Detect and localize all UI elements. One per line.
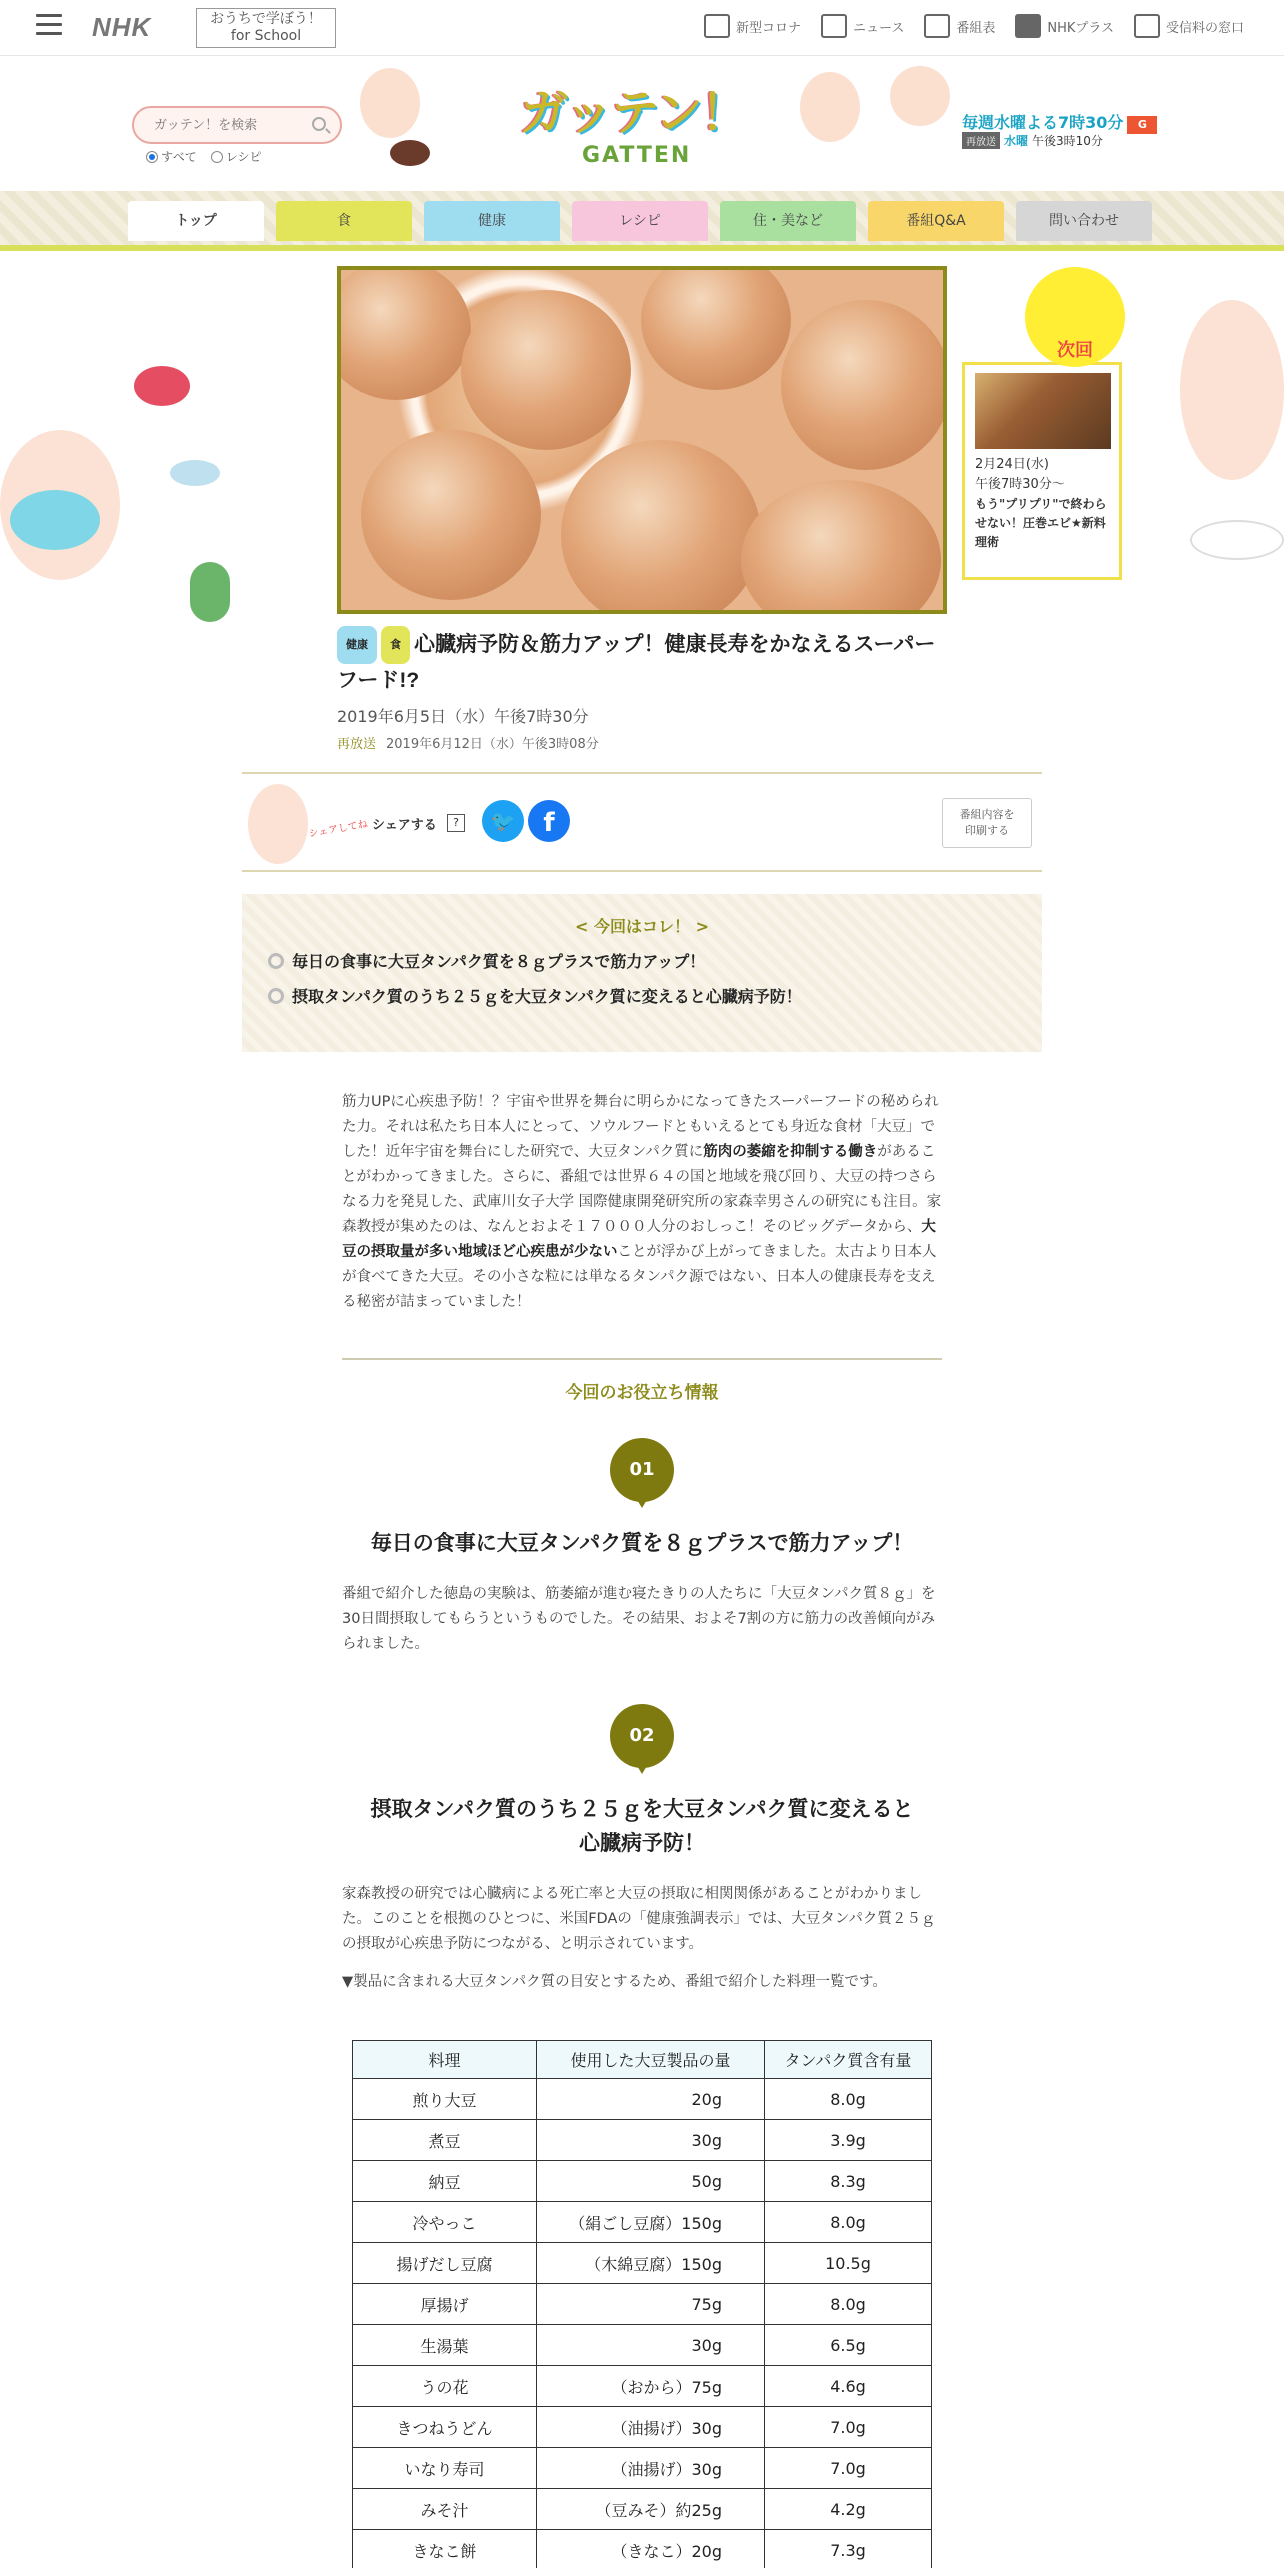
intro-text-3: ことが浮かび上がってきました。太古より日本人が食べてきた大豆。その小さな粒には単なるタンパク源ではない、日本人の健康長寿を支える秘密が詰まっていました！ (342, 1244, 937, 1310)
radio-dot-icon (146, 151, 158, 163)
school-line1: おうちで学ぼう！ (210, 11, 322, 27)
nav-nhkplus-label: NHKプラス (1047, 20, 1114, 36)
article-header (337, 626, 947, 752)
table-cell: （きなこ）20g (537, 2530, 765, 2568)
table-cell: （絹ごし豆腐）150g (537, 2202, 765, 2243)
next-episode-card[interactable] (962, 340, 1122, 580)
logo-jp: ガッテン！ (520, 85, 747, 141)
highlight-text: 毎日の食事に大豆タンパク質を８ｇプラスで筋力アップ！ (292, 952, 706, 971)
article-title-line (337, 626, 947, 698)
table-cell: （豆みそ）約25g (537, 2489, 765, 2530)
table-row (353, 2407, 932, 2448)
nav-schedule[interactable] (924, 14, 995, 38)
highlight-text: 摂取タンパク質のうち２５ｇを大豆タンパク質に変えると心臓病予防！ (292, 987, 802, 1006)
intro-bold-2: 大豆の摂取量が多い地域ほど心疾患が少ない (342, 1219, 936, 1260)
share-character-illustration (248, 784, 308, 864)
tab-contact[interactable]: 問い合わせ (1016, 201, 1152, 241)
search-scope (146, 148, 261, 165)
hero-soybean-image (337, 266, 947, 614)
radio-dot-icon (211, 151, 223, 163)
character-illustration-2 (800, 72, 860, 142)
table-cell: 揚げだし豆腐 (353, 2243, 537, 2284)
nhk-logo[interactable]: NHK (92, 12, 152, 42)
table-cell: 4.6g (765, 2366, 932, 2407)
section-text-02: 家森教授の研究では心臓病による死亡率と大豆の摂取に相関関係があることがわかりました。このことを根拠のひとつに、米国FDAの「健康強調表示」では、大豆タンパク質２５ｇの摂取が心疾患予防につながる、と明示されています。 (342, 1886, 936, 1952)
next-badge: 次回 (1025, 267, 1125, 367)
nav-reception[interactable] (1134, 14, 1244, 38)
table-cell: 8.0g (765, 2202, 932, 2243)
section-note-02: ▼製品に含まれる大豆タンパク質の目安とするため、番組で紹介した料理一覧です。 (342, 1974, 887, 1990)
table-header: 料理 (353, 2041, 537, 2079)
tab-living[interactable]: 住・美など (720, 201, 856, 241)
rebroadcast-day: 水曜 (1004, 134, 1029, 148)
egg-illustration (1190, 520, 1284, 560)
table-cell: （おから）75g (537, 2366, 765, 2407)
section-number-01: 01 (610, 1438, 674, 1502)
share-label: シェアする (372, 818, 437, 833)
section-heading-02-line2: 心臓病予防！ (579, 1831, 705, 1855)
tab-health[interactable]: 健康 (424, 201, 560, 241)
nav-covid[interactable] (704, 14, 801, 38)
highlights-heading: < 今回はコレ！ > (575, 917, 709, 936)
table-header: タンパク質含有量 (765, 2041, 932, 2079)
nav-nhkplus[interactable] (1015, 14, 1114, 38)
highlight-item[interactable] (268, 984, 1042, 1007)
rebroadcast-tag: 再放送 (962, 132, 1000, 149)
table-cell: 納豆 (353, 2161, 537, 2202)
radio-recipe[interactable] (211, 148, 262, 165)
character-illustration-right (1180, 300, 1284, 480)
badge-health[interactable]: 健康 (337, 626, 377, 664)
table-header-row (353, 2041, 932, 2079)
facebook-share-button[interactable] (528, 800, 570, 842)
table-cell: 厚揚げ (353, 2284, 537, 2325)
search-input[interactable] (154, 108, 314, 142)
bullet-circle-icon (268, 953, 284, 969)
table-cell: 生湯葉 (353, 2325, 537, 2366)
table-cell: 煮豆 (353, 2120, 537, 2161)
intro-bold-1: 筋肉の萎縮を抑制する働き (703, 1144, 878, 1160)
divider (342, 1358, 942, 1360)
table-row (353, 2079, 932, 2120)
eye-illustration (170, 460, 220, 486)
tab-recipe[interactable]: レシピ (572, 201, 708, 241)
useful-info-heading: 今回のお役立ち情報 (565, 1383, 719, 1403)
tab-food[interactable]: 食 (276, 201, 412, 241)
left-decoration (0, 300, 260, 660)
rebroadcast-time: 午後3時10分 (1032, 134, 1103, 148)
table-cell: みそ汁 (353, 2489, 537, 2530)
rebroadcast-date: 2019年6月12日（水）午後3時08分 (386, 737, 599, 752)
share-bar (242, 772, 1042, 872)
newspaper-icon (821, 14, 847, 38)
top-nav (704, 14, 1244, 38)
rebroadcast-schedule (962, 132, 1103, 149)
table-cell: 10.5g (765, 2243, 932, 2284)
soy-protein-table (352, 2040, 932, 2568)
radio-all-label: すべて (161, 150, 197, 164)
table-cell: うの花 (353, 2366, 537, 2407)
character-illustration (360, 68, 420, 138)
broadcast-date: 2019年6月5日（水）午後7時30分 (337, 707, 589, 726)
search-icon[interactable] (312, 117, 326, 131)
table-cell: 30g (537, 2120, 765, 2161)
intro-paragraph (342, 1090, 942, 1315)
schedule-text: 毎週水曜よる7時30分 (962, 113, 1124, 132)
table-row (353, 2530, 932, 2568)
rebroadcast-info (337, 733, 947, 752)
table-cell: きなこ餅 (353, 2530, 537, 2568)
next-time: 午後7時30分〜 (975, 477, 1065, 492)
for-school-link[interactable] (196, 8, 336, 48)
table-header: 使用した大豆製品の量 (537, 2041, 765, 2079)
radio-all[interactable] (146, 148, 197, 165)
nav-covid-label: 新型コロナ (735, 20, 801, 36)
schedule (962, 110, 1157, 134)
table-body (353, 2079, 932, 2568)
nav-news-label: ニュース (852, 20, 905, 36)
share-caption: シェアしてね (307, 818, 369, 841)
highlight-item[interactable] (268, 949, 1042, 972)
section-text-01: 番組で紹介した徳島の実験は、筋萎縮が進む寝たきりの人たちに「大豆タンパク質８ｇ」を30日間摂取してもらうというものでした。その結果、およそ7割の方に筋力の改善傾向がみられました。 (342, 1586, 936, 1652)
table-cell: いなり寿司 (353, 2448, 537, 2489)
print-label-1: 番組内容を (959, 808, 1015, 821)
nhkplus-icon (1015, 14, 1041, 38)
channel-g-badge: G (1127, 116, 1157, 134)
tab-top[interactable]: トップ (128, 201, 264, 241)
section-heading-02-line1: 摂取タンパク質のうち２５ｇを大豆タンパク質に変えると (370, 1797, 914, 1821)
nav-reception-label: 受信料の窓口 (1165, 20, 1244, 36)
table-row (353, 2448, 932, 2489)
table-cell: 75g (537, 2284, 765, 2325)
section-heading-02 (342, 1792, 942, 1860)
badge-food[interactable]: 食 (381, 626, 410, 664)
rebroadcast-label: 再放送 (337, 737, 377, 752)
next-title: もう"プリプリ"で終わらせない！圧巻エビ★新料理術 (975, 497, 1107, 549)
intro-text-2: があることがわかってきました。さらに、番組では世界６４の国と地域を飛び回り、大豆の持つさらなる力を発見した、武庫川女子大学 国際健康開発研究所の家森幸男さんの研究にも注目。家森教授が集めたのは、なんとおよそ１７０００人分のおしっこ！そのビッグデータから、 (342, 1144, 942, 1235)
table-cell: 4.2g (765, 2489, 932, 2530)
menu-icon[interactable] (36, 14, 62, 36)
article-title: 心臓病予防＆筋力アップ！健康長寿をかなえるスーパーフード!? (337, 633, 936, 692)
table-row (353, 2489, 932, 2530)
table-row (353, 2284, 932, 2325)
table-cell: （木綿豆腐）150g (537, 2243, 765, 2284)
logo-en: GATTEN (582, 143, 692, 168)
search-box (132, 106, 342, 144)
nav-schedule-label: 番組表 (956, 20, 996, 36)
table-cell: 20g (537, 2079, 765, 2120)
reception-icon (1134, 14, 1160, 38)
facebook-icon: f (543, 808, 555, 838)
table-cell: きつねうどん (353, 2407, 537, 2448)
table-cell: 7.0g (765, 2407, 932, 2448)
twitter-icon: 🐦 (490, 809, 516, 833)
highlights-box (242, 894, 1042, 1052)
table-cell: 煎り大豆 (353, 2079, 537, 2120)
gatten-logo[interactable] (520, 74, 760, 174)
table-cell: （油揚げ）30g (537, 2448, 765, 2489)
table-cell: 8.0g (765, 2284, 932, 2325)
table-row (353, 2202, 932, 2243)
table-cell: 50g (537, 2161, 765, 2202)
share-help-button[interactable]: ? (447, 814, 465, 832)
nav-news[interactable] (821, 14, 904, 38)
grid-icon (924, 14, 950, 38)
intro-text-1: 筋力UPに心疾患予防！？宇宙や世界を舞台に明らかになってきたスーパーフードの秘められた力。それは私たち日本人にとって、ソウルフードともいえるとても身近な食材「大豆」でした！近年宇宙を舞台にした研究で、大豆タンパク質に (342, 1094, 939, 1160)
next-thumbnail (975, 373, 1111, 449)
top-bar (0, 0, 1284, 56)
palm-tree-illustration (190, 562, 230, 622)
section-heading-01: 毎日の食事に大豆タンパク質を８ｇプラスで筋力アップ！ (370, 1531, 914, 1555)
category-tabs (0, 191, 1284, 251)
table-cell: 8.0g (765, 2079, 932, 2120)
twitter-share-button[interactable] (482, 800, 524, 842)
radio-recipe-label: レシピ (225, 150, 262, 164)
hair-illustration (10, 490, 100, 550)
table-row (353, 2120, 932, 2161)
table-row (353, 2325, 932, 2366)
school-line2: for School (230, 28, 302, 44)
table-cell: 7.3g (765, 2530, 932, 2568)
table-cell: 3.9g (765, 2120, 932, 2161)
section-number-02: 02 (610, 1704, 674, 1768)
bowl-illustration (390, 140, 430, 166)
table-cell: 6.5g (765, 2325, 932, 2366)
table-cell: 冷やっこ (353, 2202, 537, 2243)
table-row (353, 2161, 932, 2202)
print-button[interactable] (942, 798, 1032, 848)
bullet-circle-icon (268, 988, 284, 1004)
table-row (353, 2366, 932, 2407)
lips-illustration (134, 366, 190, 406)
table-cell: （油揚げ）30g (537, 2407, 765, 2448)
table-cell: 30g (537, 2325, 765, 2366)
print-label-2: 印刷する (965, 824, 1009, 837)
tab-qa[interactable]: 番組Q&A (868, 201, 1004, 241)
character-illustration-3 (890, 66, 950, 126)
table-row (353, 2243, 932, 2284)
table-cell: 7.0g (765, 2448, 932, 2489)
table-cell: 8.3g (765, 2161, 932, 2202)
next-date: 2月24日(水) (975, 457, 1049, 472)
news-icon (704, 14, 730, 38)
